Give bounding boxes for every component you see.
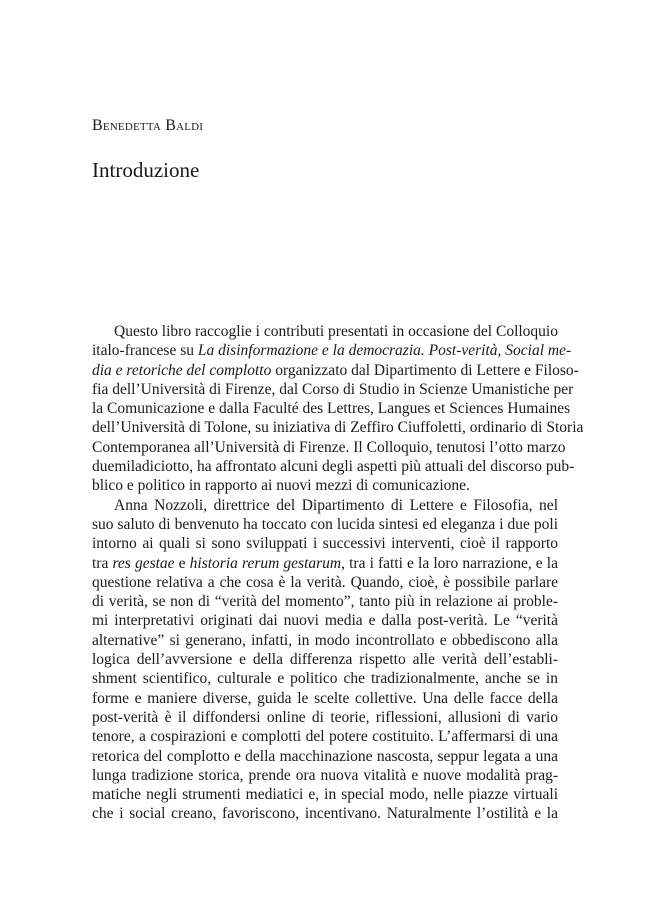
body-text-segment: di verità, se non di “verità del momento”, tanto più in relazione ai proble- xyxy=(92,593,558,611)
body-text-segment: fia dell’Università di Firenze, dal Corso di Studio in Scienze Umanistiche per xyxy=(92,380,574,398)
body-text-segment: tenore, a cospirazioni e complotti del potere costituito. L’affermarsi di una xyxy=(92,728,558,746)
body-text-segment: suo saluto di benvenuto ha toccato con lucida sintesi ed eleganza i due poli xyxy=(92,515,558,533)
body-text-segment: alternative” si generano, infatti, in modo incontrollato e obbediscono alla xyxy=(92,631,558,649)
body-text-segment: questione relativa a che cosa è la verità. Quando, cioè, è possibile parlare xyxy=(92,573,558,591)
body-line xyxy=(92,476,558,495)
body-line xyxy=(92,747,558,766)
body-line xyxy=(92,804,558,823)
body-text xyxy=(92,322,584,824)
body-line xyxy=(92,361,579,380)
body-line xyxy=(92,341,572,360)
body-text-segment: Contemporanea all’Università di Firenze. Il Colloquio, tenutosi l’otto marzo xyxy=(92,438,566,456)
body-text-segment: duemiladiciotto, ha affrontato alcuni degli aspetti più attuali del discorso pub- xyxy=(92,458,575,476)
body-line xyxy=(92,515,558,534)
body-text-segment: La disinformazione e la democrazia. Post-verità, Social me- xyxy=(197,342,572,360)
body-text-segment: historia rerum gestarum xyxy=(189,554,342,572)
body-line xyxy=(92,650,558,669)
body-text-segment: dell’Università di Tolone, su iniziativa di Zeffiro Ciuffoletti, ordinario di Storia xyxy=(92,419,584,437)
body-text-segment: che i social creano, favoriscono, incentivano. Naturalmente l’ostilità e la xyxy=(92,805,558,823)
body-line xyxy=(92,708,558,727)
body-text-segment: post-verità è il diffondersi online di teorie, riflessioni, allusioni di vario xyxy=(92,708,558,726)
body-text-segment: dia e retoriche del complotto xyxy=(92,361,272,379)
body-text-segment: blico e politico in rapporto ai nuovi mezzi di comunicazione. xyxy=(92,477,470,495)
body-line xyxy=(92,766,558,785)
body-text-segment: retorica del complotto e della macchinazione nascosta, seppur legata a una xyxy=(92,747,558,765)
body-text-segment: la Comunicazione e dalla Faculté des Lettres, Langues et Sciences Humaines xyxy=(92,400,571,418)
body-line xyxy=(92,689,558,708)
body-line xyxy=(92,399,571,418)
body-line xyxy=(92,534,558,553)
body-text-segment: forme e maniere diverse, guida le scelte collettive. Una delle facce della xyxy=(92,689,558,707)
body-line xyxy=(92,554,558,573)
body-line xyxy=(92,669,558,688)
body-text-segment: res gestae xyxy=(112,554,175,572)
body-line xyxy=(92,785,558,804)
body-text-segment: matiche negli strumenti mediatici e, in special modo, nelle piazze virtuali xyxy=(92,786,558,804)
chapter-title: Introduzione xyxy=(92,158,200,182)
body-text-segment: lunga tradizione storica, prende ora nuova vitalità e nuove modalità prag- xyxy=(92,766,558,784)
body-text-segment: , tra i fatti e la loro narrazione, e la xyxy=(341,554,558,572)
body-line xyxy=(92,322,558,341)
body-text-segment: shment scientifico, culturale e politico che tradizionalmente, anche se in xyxy=(92,670,558,688)
body-line xyxy=(92,457,575,476)
body-text-segment: Questo libro raccoglie i contributi presentati in occasione del Colloquio xyxy=(114,323,558,340)
body-text-segment: logica dell’avversione e della differenza rispetto alle verità dell’establi- xyxy=(92,651,558,669)
body-line xyxy=(92,727,558,746)
body-line xyxy=(92,573,558,592)
body-line xyxy=(92,418,584,437)
body-text-segment: Anna Nozzoli, direttrice del Dipartimento di Lettere e Filosofia, nel xyxy=(114,496,558,514)
chapter-author: Benedetta Baldi xyxy=(92,117,204,134)
body-text-segment: italo-francese su xyxy=(92,342,198,360)
body-text-segment: intorno ai quali si sono sviluppati i successivi interventi, cioè il rapporto xyxy=(92,535,558,553)
body-text-segment: mi interpretativi originati dai nuovi media e dalla post-verità. Le “verità xyxy=(92,612,558,630)
body-line xyxy=(92,592,558,611)
body-line xyxy=(92,380,574,399)
body-text-segment: e xyxy=(174,554,190,572)
body-text-segment: tra xyxy=(92,554,113,572)
body-line xyxy=(92,438,566,457)
body-line xyxy=(92,496,558,515)
body-line xyxy=(92,631,558,650)
body-text-segment: organizzato dal Dipartimento di Lettere e Filoso- xyxy=(271,361,579,379)
body-line xyxy=(92,611,558,630)
